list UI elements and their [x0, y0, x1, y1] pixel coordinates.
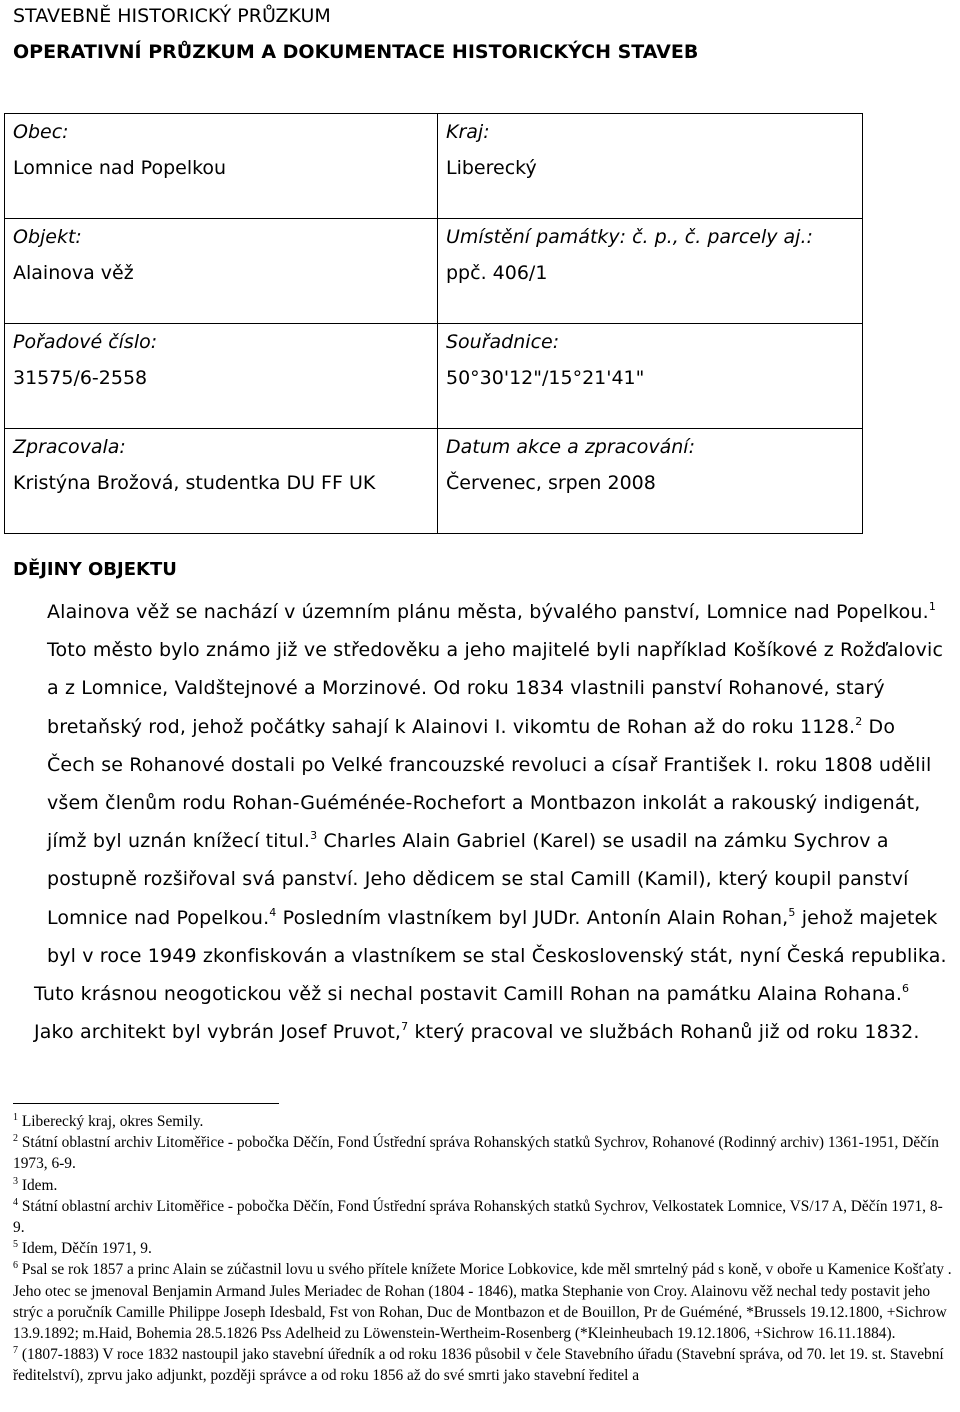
footnote-ref-4: 4	[269, 905, 277, 919]
umisteni-cell	[438, 219, 863, 324]
footnote-text: Státní oblastní archiv Litoměřice - pobočka Děčín, Fond Ústřední správa Rohanských statků Sychrov, Rohanové (Rodinný archiv) 1361-1951, Děčín 1973, 6-9.	[13, 1134, 939, 1173]
footnote	[13, 1175, 953, 1196]
souradnice-cell	[438, 324, 863, 429]
obec-label: Obec:	[13, 121, 69, 143]
footnotes	[13, 1111, 953, 1387]
history-sentence: Charles Alain Gabriel (Karel) se usadil na zámku Sychrov a postupně rozšiřoval svá panství. Jeho dědicem se stal Camill (Kamil), který koupil panství Lomnice nad Popelkou.	[47, 830, 909, 929]
history-sentence: Tuto krásnou neogotickou věž si nechal postavit Camill Rohan na památku Alaina Rohana.	[34, 983, 903, 1006]
poradove-cislo-label: Pořadové číslo:	[13, 331, 158, 353]
footnote-number: 7	[13, 1345, 18, 1357]
footnote-text: Idem, Děčín 1971, 9.	[21, 1240, 152, 1258]
footnote	[13, 1196, 953, 1238]
history-sentence: který pracoval ve službách Rohanů již od roku 1832.	[414, 1021, 920, 1044]
info-row	[5, 114, 863, 219]
footnote-text: Idem.	[21, 1176, 58, 1194]
footnote	[13, 1238, 953, 1259]
souradnice-label: Souřadnice:	[446, 331, 560, 353]
document-header-subtitle: OPERATIVNÍ PRŮZKUM A DOKUMENTACE HISTORICKÝCH STAVEB	[13, 41, 699, 63]
history-sentence: Toto město bylo známo již ve středověku a jeho majitelé byli například Košíkové z Rožďalovic a z Lomnice, Valdštejnové a Morzinové. Od roku 1834 vlastnili panství Rohanové, starý bretaňský rod, jehož počátky sahají k Alainovi I. vikomtu de Rohan až do roku 1128.	[47, 639, 944, 738]
objekt-label: Objekt:	[13, 226, 82, 248]
objekt-cell	[5, 219, 438, 324]
footnote-number: 1	[13, 1112, 18, 1123]
zpracovala-value: Kristýna Brožová, studentka DU FF UK	[13, 472, 376, 494]
footnote	[13, 1344, 953, 1386]
footnote-text: Státní oblastní archiv Litoměřice - pobočka Děčín, Fond Ústřední správa Rohanských statků Sychrov, Velkostatek Lomnice, VS/17 A, Děčín 1971, 8-9.	[13, 1197, 943, 1237]
footnote-number: 4	[13, 1196, 18, 1208]
footnote-number: 5	[13, 1239, 18, 1251]
footnote-text: (1807-1883) V roce 1832 nastoupil jako stavební úředník a od roku 1836 působil v čele Stavebního úřadu (Stavební správa, od 70. let 19. st. Stavební ředitelství), zprvu jako adjunkt, později správce a od roku 1856 až do své smrti jako stavební ředitel a	[13, 1346, 944, 1385]
datum-cell	[438, 429, 863, 534]
history-text	[13, 593, 948, 1051]
footnote-number: 2	[13, 1133, 18, 1145]
info-table	[4, 113, 863, 534]
zpracovala-label: Zpracovala:	[13, 436, 126, 458]
zpracovala-cell	[5, 429, 438, 534]
history-sentence: Do Čech se Rohanové dostali po Velké francouzské revoluci a císař František I. roku 1808 udělil všem členům rodu Rohan-Guéménée-Rochefort a Montbazon inkolát a rakouský indigenát, jímž byl uznán knížecí titul.	[47, 715, 932, 853]
footnote-text: Liberecký kraj, okres Semily.	[21, 1113, 204, 1130]
footnote-ref-7: 7	[401, 1020, 409, 1034]
footnote-ref-2: 2	[855, 714, 863, 728]
souradnice-value: 50°30'12"/15°21'41"	[446, 367, 645, 389]
datum-label: Datum akce a zpracování:	[446, 436, 695, 458]
footnote-ref-5: 5	[788, 905, 796, 919]
footnote-number: 6	[13, 1260, 18, 1272]
objekt-value: Alainova věž	[13, 262, 134, 284]
history-sentence: Alainova věž se nachází v územním plánu města, bývalého panství, Lomnice nad Popelkou.	[47, 601, 929, 623]
footnote	[13, 1132, 953, 1174]
info-row	[5, 324, 863, 429]
umisteni-value: ppč. 406/1	[446, 262, 548, 284]
kraj-label: Kraj:	[446, 121, 490, 143]
poradove-cislo-value: 31575/6-2558	[13, 367, 148, 389]
history-paragraph-2	[13, 975, 948, 1051]
footnote-ref-6: 6	[902, 982, 910, 996]
footnote-separator	[13, 1103, 279, 1104]
info-row	[5, 429, 863, 534]
kraj-value: Liberecký	[446, 157, 537, 179]
footnote-ref-3: 3	[310, 829, 318, 843]
kraj-cell	[438, 114, 863, 219]
obec-value: Lomnice nad Popelkou	[13, 157, 227, 179]
footnote-text: Psal se rok 1857 a princ Alain se zúčastnil lovu u svého přítele knížete Morice Lobkovice, kde měl smrtelný pád s koně, v oboře u Kamenice Košťaty . Jeho otec se jmenoval Benjamin Armand Jules Meriadec de Rohan (1804 - 1846), matka Stephanie von Croy. Alainovu věž nechal tedy postavit jeho strýc a poručník Camille Philippe Joseph Idesbald, Fst von Rohan, Duc de Montbazon et de Bouillon, Pr de Guéméné, *Brussels 19.12.1800, +Sichrow 13.9.1892; m.Haid, Bohemia 28.5.1826 Pss Adelheid zu Löwenstein-Wertheim-Rosenberg (*Kleinheubach 19.12.1806, +Sichrow 16.11.1884).	[13, 1261, 952, 1343]
umisteni-label: Umístění památky: č. p., č. parcely aj.:	[446, 226, 813, 248]
datum-value: Červenec, srpen 2008	[446, 472, 656, 494]
history-sentence: Posledním vlastníkem byl JUDr. Antonín Alain Rohan,	[282, 906, 789, 929]
footnote	[13, 1259, 953, 1344]
history-sentence: Jako architekt byl vybrán Josef Pruvot,	[34, 1021, 402, 1044]
footnote-ref-1: 1	[928, 600, 936, 613]
info-row	[5, 219, 863, 324]
poradove-cislo-cell	[5, 324, 438, 429]
section-title: DĚJINY OBJEKTU	[13, 559, 177, 580]
history-sentence: jehož majetek byl v roce 1949 zkonfiskován a vlastníkem se stal Československý stát, nyní Česká republika.	[47, 906, 947, 967]
footnote-number: 3	[13, 1175, 18, 1187]
footnote	[13, 1111, 953, 1132]
obec-cell	[5, 114, 438, 219]
history-paragraph-1	[13, 593, 948, 975]
document-header-title: STAVEBNĚ HISTORICKÝ PRŮZKUM	[13, 5, 331, 27]
